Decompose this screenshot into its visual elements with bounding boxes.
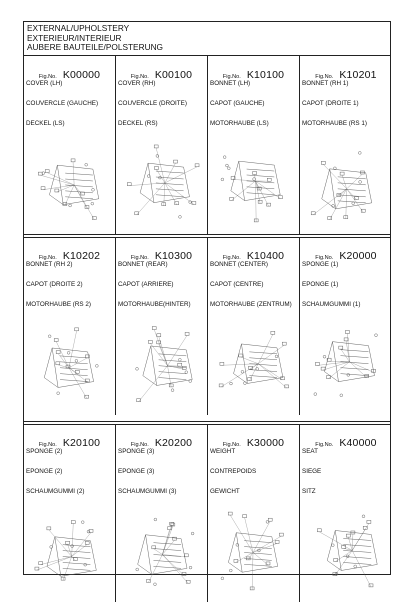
header-title-en: EXTERNAL/UPHOLSTERY	[27, 24, 387, 34]
label-en: SPONGE (2)	[26, 448, 62, 455]
figure-prefix: Fig.No.	[39, 442, 57, 448]
header-title-de: AUBERE BAUTEILE/POLSTERUNG	[27, 43, 387, 53]
figure-code: K10400	[247, 250, 284, 262]
label-en: SEAT	[302, 448, 318, 455]
figure-row	[24, 56, 390, 234]
figure-prefix: Fig.No.	[39, 255, 57, 261]
figure-cell-k10400[interactable]	[208, 237, 300, 415]
parts-diagram	[306, 315, 386, 412]
figure-prefix: Fig.No.	[315, 442, 333, 448]
label-en: SPONGE (3)	[118, 448, 154, 455]
row-divider	[24, 234, 390, 235]
label-de: SITZ	[302, 488, 316, 495]
figure-prefix: Fig.No.	[39, 74, 57, 80]
label-fr: SIEGE	[302, 468, 321, 475]
parts-diagram	[306, 502, 386, 599]
label-en: COVER (RH)	[118, 80, 155, 87]
label-en: BONNET (LH)	[210, 80, 250, 87]
figure-cell-k10100[interactable]	[208, 56, 300, 234]
label-de: MOTORHAUBE(HINTER)	[118, 301, 191, 308]
figure-cell-k10201[interactable]	[300, 56, 392, 234]
figure-cell-k30000[interactable]	[208, 424, 300, 602]
figure-prefix: Fig.No.	[223, 255, 241, 261]
figure-cell-k20000[interactable]	[300, 237, 392, 415]
label-de: DECKEL (RS)	[118, 120, 158, 127]
figure-cell-k10202[interactable]	[24, 237, 116, 415]
figure-prefix: Fig.No.	[223, 74, 241, 80]
parts-diagram	[122, 315, 201, 412]
figure-code: K00000	[63, 69, 100, 81]
label-de: SCHAUMGUMMI (1)	[302, 301, 360, 308]
parts-diagram	[214, 315, 293, 412]
label-fr: EPONGE (1)	[302, 281, 338, 288]
label-fr: CAPOT (CENTRE)	[210, 281, 263, 288]
label-fr: CAPOT (ARRIERE)	[118, 281, 174, 288]
label-de: MOTORHAUBE (RS 1)	[302, 120, 367, 127]
figure-code: K10100	[247, 69, 284, 81]
figure-code: K10202	[63, 250, 100, 262]
figure-code: K10201	[339, 69, 376, 81]
label-de: SCHAUMGUMMI (3)	[118, 488, 176, 495]
figure-code: K20100	[63, 437, 100, 449]
figure-cell-k20200[interactable]	[116, 424, 208, 602]
figure-code: K10300	[155, 250, 192, 262]
label-en: BONNET (RH 2)	[26, 261, 72, 268]
figure-row	[24, 424, 390, 602]
label-de: MOTORHAUBE (ZENTRUM)	[210, 301, 292, 308]
figure-code: K20200	[155, 437, 192, 449]
figure-code: K30000	[247, 437, 284, 449]
parts-diagram	[214, 134, 293, 231]
catalog-page	[23, 21, 391, 575]
figure-prefix: Fig.No.	[131, 442, 149, 448]
figure-cell-k20100[interactable]	[24, 424, 116, 602]
label-fr: CONTREPOIDS	[210, 468, 256, 475]
label-de: GEWICHT	[210, 488, 240, 495]
label-en: COVER (LH)	[26, 80, 62, 87]
label-fr: COUVERCLE (GAUCHE)	[26, 100, 98, 107]
label-fr: COUVERCLE (DROITE)	[118, 100, 187, 107]
label-fr: EPONGE (2)	[26, 468, 62, 475]
figure-cell-k10300[interactable]	[116, 237, 208, 415]
label-de: MOTORHAUBE (RS 2)	[26, 301, 91, 308]
label-fr: CAPOT (GAUCHE)	[210, 100, 264, 107]
figure-prefix: Fig.No.	[223, 442, 241, 448]
section-header	[24, 22, 390, 56]
figure-prefix: Fig.No.	[131, 74, 149, 80]
label-fr: EPONGE (3)	[118, 468, 154, 475]
parts-diagram	[122, 134, 201, 231]
figure-prefix: Fig.No.	[315, 74, 333, 80]
figure-code: K20000	[339, 250, 376, 262]
figure-cell-k00100[interactable]	[116, 56, 208, 234]
label-en: BONNET (CENTER)	[210, 261, 268, 268]
figure-prefix: Fig.No.	[315, 255, 333, 261]
label-fr: CAPOT (DROITE 2)	[26, 281, 83, 288]
row-divider	[24, 421, 390, 422]
figure-cell-k40000[interactable]	[300, 424, 392, 602]
label-en: BONNET (REAR)	[118, 261, 168, 268]
figure-prefix: Fig.No.	[131, 255, 149, 261]
figure-code: K00100	[155, 69, 192, 81]
figure-code: K40000	[339, 437, 376, 449]
parts-diagram	[122, 502, 201, 599]
figure-cell-k00000[interactable]	[24, 56, 116, 234]
label-fr: CAPOT (DROITE 1)	[302, 100, 359, 107]
figure-row	[24, 237, 390, 415]
parts-diagram	[306, 134, 386, 231]
label-en: WEIGHT	[210, 448, 235, 455]
parts-diagram	[30, 502, 109, 599]
parts-diagram	[30, 315, 109, 412]
label-de: SCHAUMGUMMI (2)	[26, 488, 84, 495]
parts-diagram	[214, 502, 293, 599]
parts-diagram	[30, 134, 109, 231]
header-title-fr: EXTERIEUR/INTERIEUR	[27, 34, 387, 44]
label-en: BONNET (RH 1)	[302, 80, 348, 87]
label-de: DECKEL (LS)	[26, 120, 65, 127]
label-de: MOTORHAUBE (LS)	[210, 120, 269, 127]
label-en: SPONGE (1)	[302, 261, 338, 268]
